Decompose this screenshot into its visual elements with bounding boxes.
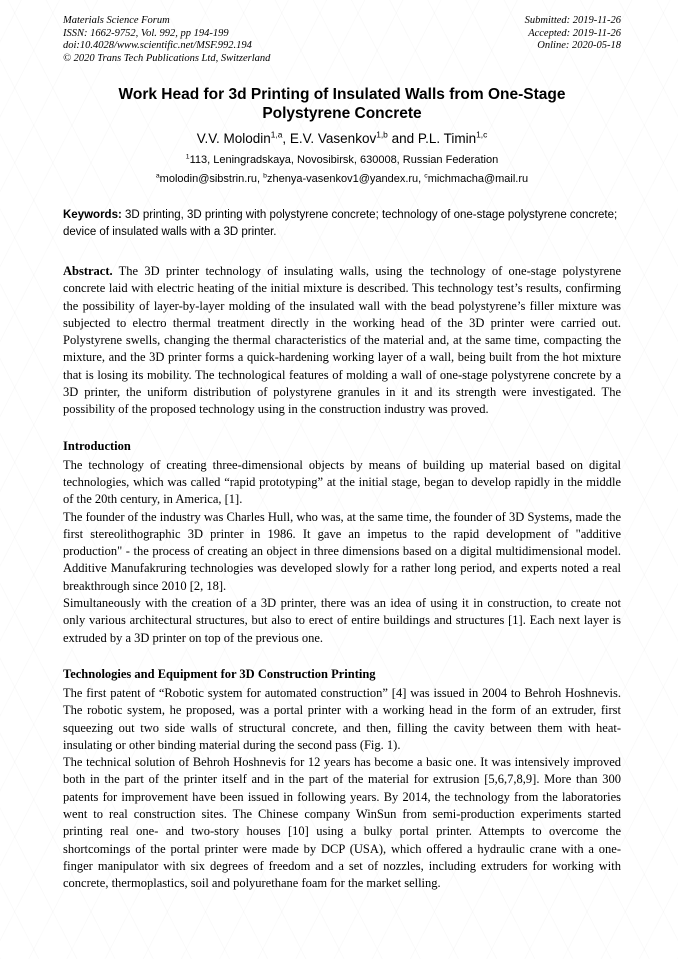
author-superscript: 1,b bbox=[376, 129, 388, 140]
keywords-label: Keywords: bbox=[63, 209, 122, 221]
email-address: michmacha@mail.ru bbox=[427, 173, 529, 185]
email-separator: , bbox=[418, 173, 425, 185]
email-superscript: a bbox=[155, 172, 160, 180]
author-separator: and bbox=[387, 131, 418, 146]
keywords-block bbox=[63, 207, 621, 240]
email-separator: , bbox=[257, 173, 264, 185]
affiliation-line bbox=[63, 153, 621, 167]
email-superscript: b bbox=[263, 172, 267, 180]
email-superscript: c bbox=[424, 172, 428, 180]
abstract-label: Abstract. bbox=[63, 264, 113, 278]
body-paragraph: The technical solution of Behroh Hoshnevis for 12 years has become a basic one. It was intensively improved both in the part of the printer itself and in the part of the material for extrusion [5,6,7,8,9]. More than 300 patents for improvement have been issued in following years. By 2014, the technology from the laboratories went to real construction sites. The Chinese company WinSun from semi-production experiments started printing real one- and two-story houses [10] using a bulky portal printer. Attempts to overcome the shortcomings of the portal printer were made by DCP (USA), which offered a hydraulic crane with a one-finger manipulator with six degrees of freedom and a set of nozzles, including extruders for working with concrete, thermoplastics, soil and polyurethane foam for the market selling. bbox=[63, 755, 621, 891]
journal-masthead bbox=[63, 15, 621, 65]
abstract-block bbox=[63, 263, 621, 419]
paper-title-line2: Polystyrene Concrete bbox=[262, 105, 422, 122]
email-address: molodin@sibstrin.ru bbox=[159, 173, 258, 185]
author-superscript: 1,a bbox=[270, 129, 283, 140]
emails-line bbox=[63, 172, 621, 186]
section-technologies bbox=[63, 666, 621, 893]
body-paragraph: The founder of the industry was Charles Hull, who was, at the same time, the founder of 3D Systems, made the first stereolithographic 3D printer in 1986. It gave an impetus to the rapid development of "additive production" - the process of creating an object in three dimensions based on a digital multidimensional model. Additive Manufakruring technologies was developed slowly for a rather long period, and experts noted a real breakthrough since 2010 [2, 18]. bbox=[63, 509, 621, 593]
paper-title bbox=[63, 85, 621, 123]
submitted-date: Submitted: 2019-11-26 bbox=[524, 15, 621, 26]
online-date: Online: 2020-05-18 bbox=[537, 40, 621, 51]
email-address: zhenya-vasenkov1@yandex.ru bbox=[266, 173, 419, 185]
author-name: V.V. Molodin bbox=[196, 131, 271, 146]
body-paragraph: Simultaneously with the creation of a 3D printer, there was an idea of using it in construction, to create not only various architectural structures, but also to erect of entire buildings and structures [1]. Each next layer is extruded by a 3D printer on top of the previous one. bbox=[63, 596, 621, 645]
author-separator: , bbox=[282, 131, 290, 146]
author-name: E.V. Vasenkov bbox=[289, 131, 377, 146]
affiliation-text: 113, Leningradskaya, Novosibirsk, 630008, Russian Federation bbox=[189, 154, 499, 166]
section-introduction bbox=[63, 438, 621, 647]
paper-title-line1: Work Head for 3d Printing of Insulated Walls from One-Stage bbox=[118, 86, 566, 103]
section-heading: Introduction bbox=[63, 438, 131, 453]
journal-copyright: © 2020 Trans Tech Publications Ltd, Switzerland bbox=[63, 52, 271, 64]
journal-issn-volume: ISSN: 1662-9752, Vol. 992, pp 194-199 bbox=[63, 27, 229, 39]
journal-name: Materials Science Forum bbox=[63, 15, 170, 26]
journal-doi: doi:10.4028/www.scientific.net/MSF.992.194 bbox=[63, 40, 252, 51]
affiliation-superscript: 1 bbox=[185, 153, 190, 161]
section-heading: Technologies and Equipment for 3D Construction Printing bbox=[63, 666, 376, 681]
abstract-text: The 3D printer technology of insulating walls, using the technology of one-stage polystyrene concrete laid with electric heating of the initial mixture is described. This technology test’s results, confirming the possibility of layer-by-layer molding of the insulated wall with the bead polystyrene’s filler mixture was subjected to electro thermal treatment directly in the working head of the 3D printer were carried out. Polystyrene swells, changing the thermal characteristics of the material and, at the same time, compacting the mixture, and the 3D printer forms a quick-hardening working layer of a wall, being built from the hot mixture that is losing its mobility. The technological features of molding a wall of one-stage polystyrene concrete by a 3D printer, the uniform distribution of polystyrene granules in it and its strength were investigated. The possibility of the proposed technology using in the construction industry was proved. bbox=[63, 264, 621, 417]
keywords-text: 3D printing, 3D printing with polystyrene concrete; technology of one-stage polystyrene concrete; device of insulated walls with a 3D printer. bbox=[63, 209, 618, 238]
author-superscript: 1,c bbox=[476, 129, 488, 140]
body-paragraph: The first patent of “Robotic system for automated construction” [4] was issued in 2004 to Behroh Hoshnevis. The robotic system, he proposed, was a portal printer with a working head in the form of an extruder, first squeezing out two side walls of structural concrete, and then, filling the cavity between them with heat-insulating or other binding material during the second pass (Fig. 1). bbox=[63, 685, 621, 752]
authors-line bbox=[63, 130, 621, 148]
submission-dates bbox=[525, 15, 621, 65]
body-paragraph: The technology of creating three-dimensional objects by means of building up material based on digital technologies, which was called “rapid prototyping” at the initial stage, began to develop rapidly in the middle of the 20th century, in America, [1]. bbox=[63, 457, 621, 507]
journal-info bbox=[63, 15, 270, 65]
author-name: P.L. Timin bbox=[417, 131, 477, 146]
accepted-date: Accepted: 2019-11-26 bbox=[528, 27, 621, 39]
